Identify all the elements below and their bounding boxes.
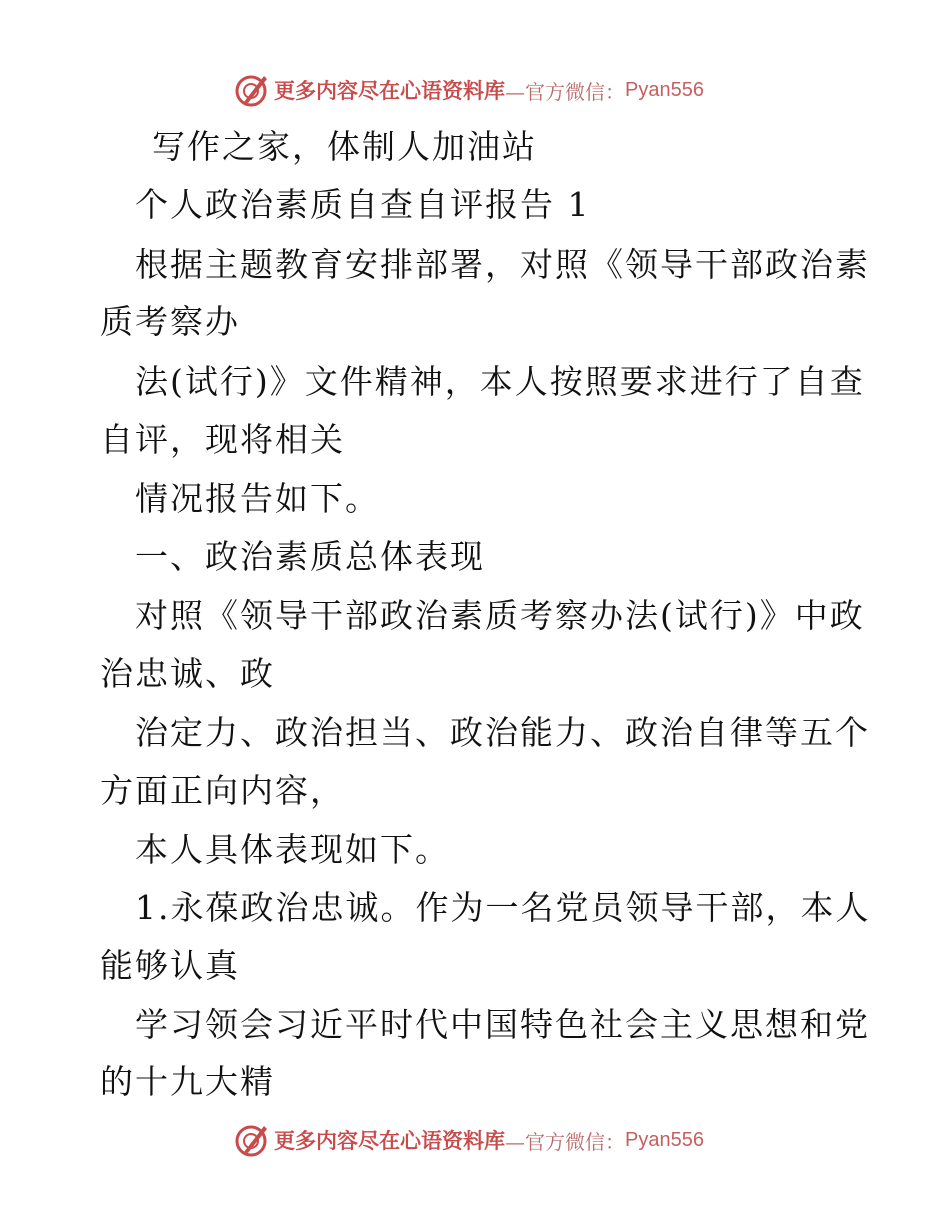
- text-line: 自评，现将相关: [100, 420, 345, 459]
- quill-logo-icon: [234, 72, 270, 108]
- watermark-wechat-id: Pyan556: [625, 1128, 704, 1151]
- text-line: 治忠诚、政: [100, 654, 275, 693]
- watermark-sub-text: —官方微信：: [505, 79, 625, 104]
- text-line: 本人具体表现如下。: [135, 830, 450, 869]
- text-line: 法(试行)》文件精神，本人按照要求进行了自查: [135, 362, 865, 401]
- text-line: 对照《领导干部政治素质考察办法(试行)》中政: [135, 596, 865, 635]
- text-line: 学习领会习近平时代中国特色社会主义思想和党: [135, 1005, 870, 1044]
- watermark-main-text: 更多内容尽在心语资料库: [274, 1128, 505, 1153]
- text-line: 写作之家，体制人加油站: [152, 127, 537, 166]
- watermark-sub-text: —官方微信：: [505, 1129, 625, 1154]
- text-line: 1.永葆政治忠诚。作为一名党员领导干部，本人: [135, 888, 871, 927]
- watermark-main-text: 更多内容尽在心语资料库: [274, 78, 505, 103]
- text-line: 情况报告如下。: [135, 479, 380, 518]
- section-heading: 一、政治素质总体表现: [135, 537, 485, 576]
- quill-logo-icon: [234, 1122, 270, 1158]
- header-watermark: [234, 70, 704, 110]
- text-line: 个人政治素质自查自评报告 1: [135, 185, 591, 224]
- text-line: 质考察办: [100, 302, 240, 341]
- text-line: 的十九大精: [100, 1062, 275, 1101]
- watermark-wechat-id: Pyan556: [625, 78, 704, 101]
- text-line: 方面正向内容，: [100, 771, 345, 810]
- footer-watermark: [234, 1120, 704, 1160]
- text-line: 能够认真: [100, 946, 240, 985]
- text-line: 根据主题教育安排部署，对照《领导干部政治素: [135, 245, 870, 284]
- text-line: 治定力、政治担当、政治能力、政治自律等五个: [135, 713, 870, 752]
